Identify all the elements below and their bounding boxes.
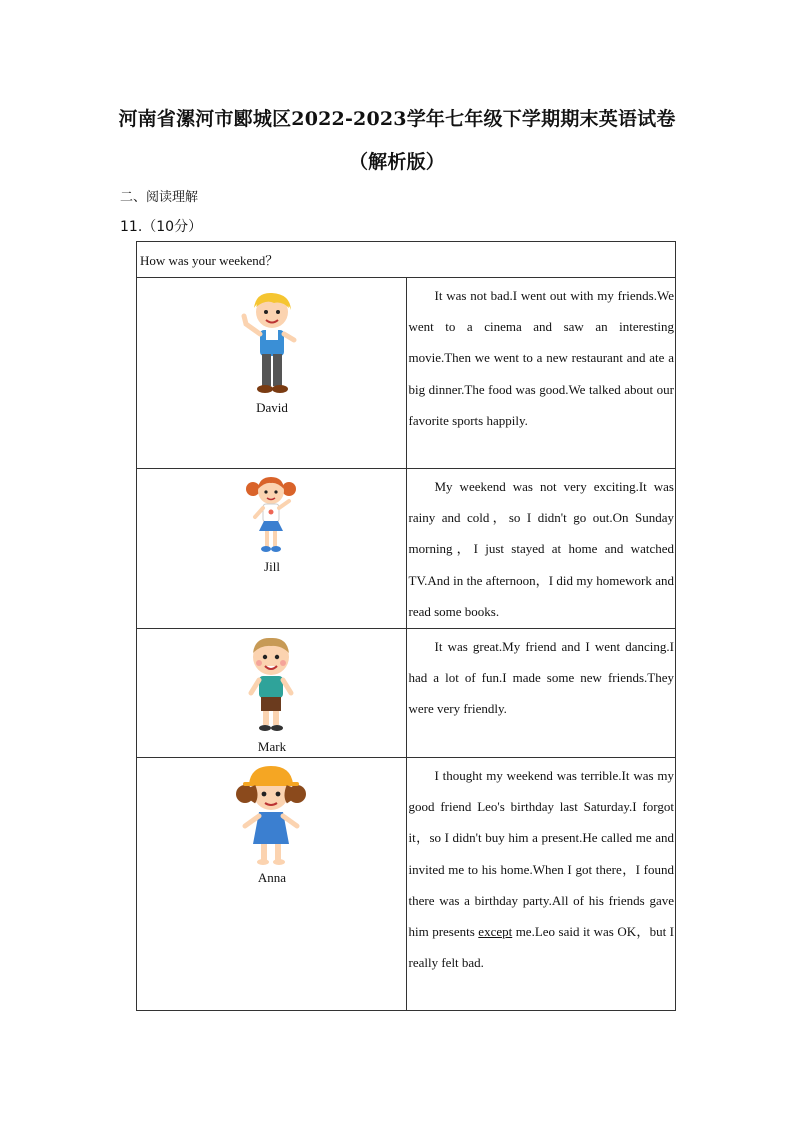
table-row bbox=[137, 629, 676, 758]
student-name: David bbox=[256, 400, 288, 415]
picture-cell bbox=[137, 629, 407, 758]
section-heading: 二、阅读理解 bbox=[120, 190, 199, 205]
boy-smiling-icon bbox=[243, 635, 299, 735]
table-row bbox=[137, 758, 676, 1011]
passage-text bbox=[409, 760, 675, 978]
student-name: Jill bbox=[264, 559, 280, 574]
boy-thumbs-up-icon bbox=[236, 290, 306, 398]
question-number: 11.（10分） bbox=[120, 219, 203, 235]
picture-cell bbox=[137, 278, 407, 469]
passage-cell bbox=[406, 629, 676, 758]
table-header: How was your weekend？ bbox=[137, 242, 676, 278]
picture-cell bbox=[137, 469, 407, 629]
page-subtitle: （解析版） bbox=[348, 151, 445, 173]
passage-cell bbox=[406, 278, 676, 469]
passage-text-after: me.Leo said it was OK，but I really felt bad. bbox=[408, 924, 674, 971]
passage-text: It was not bad.I went out with my friends.We went to a cinema and saw an interesting movie.Then we went to a new restaurant and ate a big dinner.The food was good.We talked about our favorite sports happily. bbox=[408, 288, 674, 428]
table-row bbox=[137, 278, 676, 469]
table-row bbox=[137, 469, 676, 629]
girl-yellow-hat-icon bbox=[233, 764, 309, 868]
table-header-row bbox=[137, 242, 676, 278]
student-name: Anna bbox=[257, 870, 287, 885]
student-name: Mark bbox=[257, 739, 287, 754]
passage-cell bbox=[406, 469, 676, 629]
passage-text: It was great.My friend and I went dancing.I had a lot of fun.I made some new friends.They were very friendly. bbox=[408, 639, 674, 717]
reading-table bbox=[136, 241, 676, 1011]
page-title: 河南省漯河市郾城区2022-2023学年七年级下学期期末英语试卷 bbox=[118, 108, 676, 130]
passage-text: My weekend was not very exciting.It was rainy and cold，so I didn't go out.On Sunday morning，I just stayed at home and watched TV.And in the afternoon，I did my homework and read some books. bbox=[408, 479, 674, 619]
picture-cell bbox=[137, 758, 407, 1011]
underlined-word: except bbox=[478, 924, 513, 940]
passage-text-before: I thought my weekend was terrible.It was my good friend Leo's birthday last Saturday.I forgot it，so I didn't buy him a present.He called me and invited me to his home.When I got there，I found there was a birthday party.All of his friends gave him presents bbox=[408, 768, 674, 940]
girl-pigtails-icon bbox=[243, 475, 299, 555]
passage-cell bbox=[406, 758, 676, 1011]
